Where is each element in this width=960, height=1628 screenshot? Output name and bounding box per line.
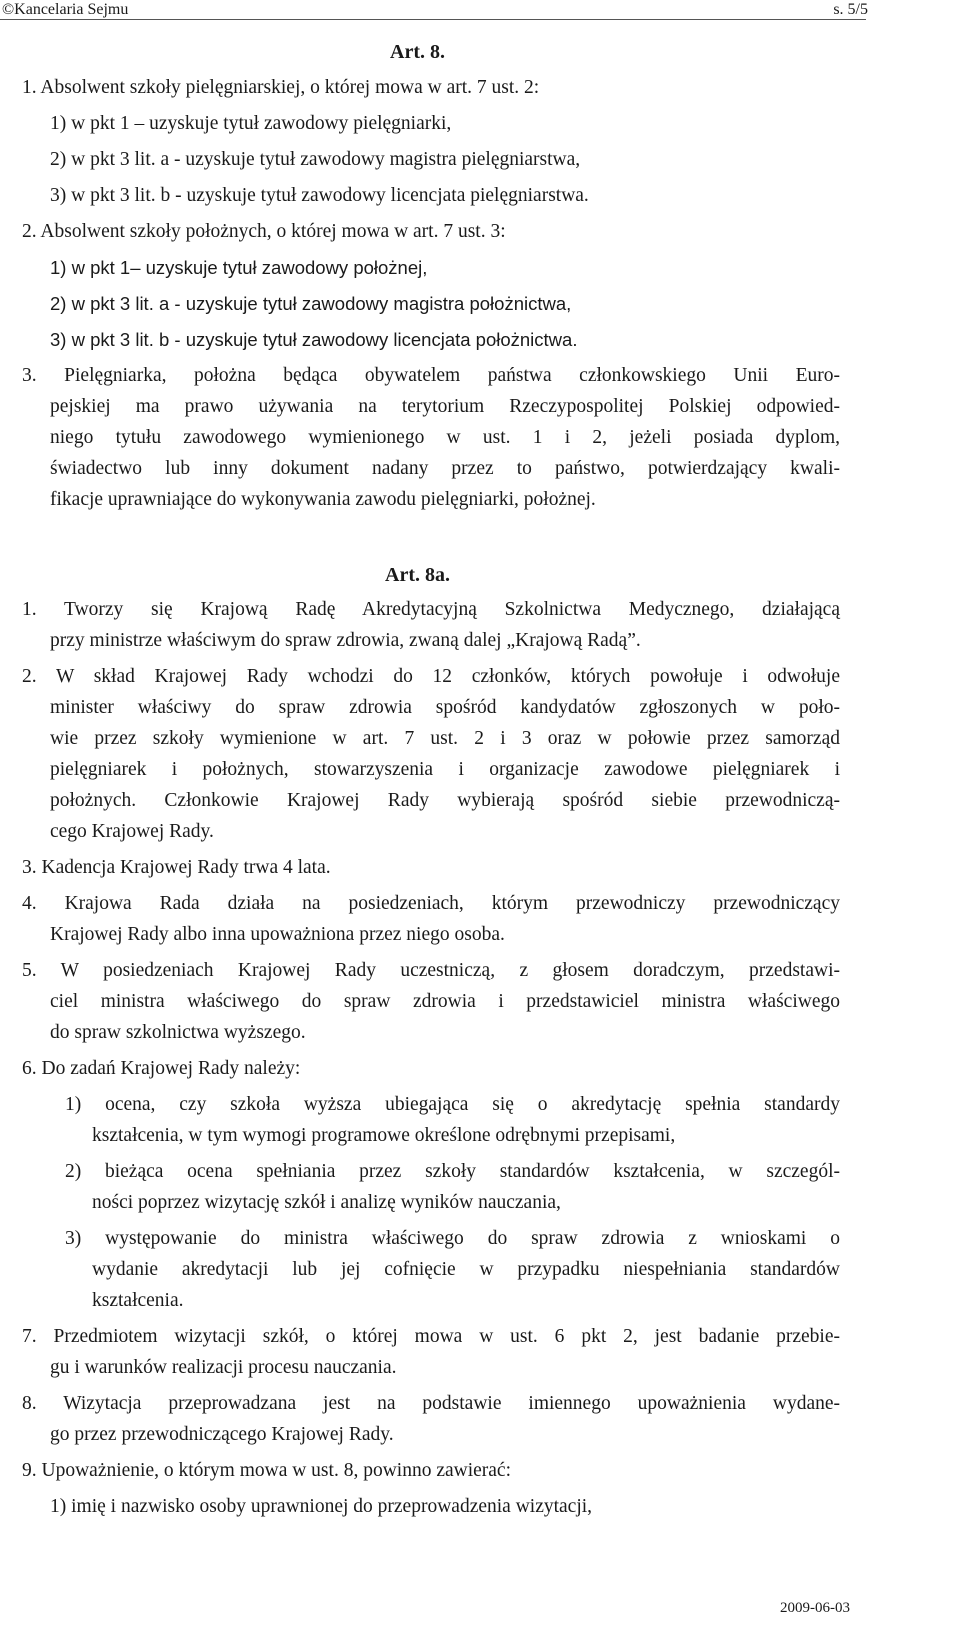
art-8-para-2-item-3: 3) w pkt 3 lit. b - uzyskuje tytuł zawodowy licencjata położnictwa. <box>50 329 578 350</box>
art-8-para-3-line-1: 3. Pielęgniarka, położna będąca obywatelem państwa członkowskiego Unii Euro- <box>22 365 840 386</box>
art-8-para-3-line-5: fikacje uprawniające do wykonywania zawodu pielęgniarki, położnej. <box>50 489 596 510</box>
art-8-para-1-item-1: 1) w pkt 1 – uzyskuje tytuł zawodowy pielęgniarki, <box>50 113 452 134</box>
header-source: ©Kancelaria Sejmu <box>2 1 129 18</box>
art-8-title: Art. 8. <box>390 41 445 63</box>
art-8a-para-2-line-5: położnych. Członkowie Krajowej Rady wybierają spośród siebie przewodniczą- <box>50 790 840 811</box>
art-8a-para-6-item-1-line-2: kształcenia, w tym wymogi programowe określone odrębnymi przepisami, <box>92 1125 676 1146</box>
art-8-para-3-line-3: niego tytułu zawodowego wymienionego w ust. 1 i 2, jeżeli posiada dyplom, <box>50 427 840 448</box>
art-8a-para-8-line-1: 8. Wizytacja przeprowadzana jest na podstawie imiennego upoważnienia wydane- <box>22 1393 840 1414</box>
art-8a-para-1-line-1: 1. Tworzy się Krajową Radę Akredytacyjną Szkolnictwa Medycznego, działającą <box>22 599 840 620</box>
art-8-para-3-line-2: pejskiej ma prawo używania na terytorium Rzeczypospolitej Polskiej odpowied- <box>50 396 840 417</box>
art-8a-para-2-line-4: pielęgniarek i położnych, stowarzyszenia i organizacje zawodowe pielęgniarek i <box>50 759 840 780</box>
art-8a-para-5-line-3: do spraw szkolnictwa wyższego. <box>50 1022 306 1043</box>
header-rule <box>0 19 866 20</box>
art-8a-para-6-item-3-line-2: wydanie akredytacji lub jej cofnięcie w przypadku niespełniania standardów <box>92 1259 840 1280</box>
art-8a-para-5-line-2: ciel ministra właściwego do spraw zdrowia i przedstawiciel ministra właściwego <box>50 991 840 1012</box>
art-8a-para-2-line-3: wie przez szkoły wymienione w art. 7 ust. 2 i 3 oraz w połowie przez samorząd <box>50 728 840 749</box>
art-8a-para-4-line-1: 4. Krajowa Rada działa na posiedzeniach, którym przewodniczy przewodniczący <box>22 893 840 914</box>
header-page-number: s. 5/5 <box>833 1 868 18</box>
art-8a-para-7-line-2: gu i warunków realizacji procesu nauczania. <box>50 1357 397 1378</box>
art-8a-para-2-line-1: 2. W skład Krajowej Rady wchodzi do 12 członków, których powołuje i odwołuje <box>22 666 840 687</box>
art-8a-para-6-item-3-line-1: 3) występowanie do ministra właściwego do spraw zdrowia z wnioskami o <box>65 1228 840 1249</box>
art-8-para-1-item-2: 2) w pkt 3 lit. a - uzyskuje tytuł zawodowy magistra pielęgniarstwa, <box>50 149 581 170</box>
art-8-para-1: 1. Absolwent szkoły pielęgniarskiej, o której mowa w art. 7 ust. 2: <box>22 77 540 98</box>
page-header <box>0 0 868 20</box>
footer-date: 2009-06-03 <box>780 1600 850 1616</box>
art-8a-para-2-line-6: cego Krajowej Rady. <box>50 821 214 842</box>
art-8a-para-6-item-1-line-1: 1) ocena, czy szkoła wyższa ubiegająca się o akredytację spełnia standardy <box>65 1094 840 1115</box>
art-8a-para-6-item-2-line-2: ności poprzez wizytację szkół i analizę wyników nauczania, <box>92 1192 561 1213</box>
art-8a-para-8-line-2: go przez przewodniczącego Krajowej Rady. <box>50 1424 394 1445</box>
art-8a-para-2-line-2: minister właściwy do spraw zdrowia spośród kandydatów zgłoszonych w poło- <box>50 697 840 718</box>
art-8-para-3-line-4: świadectwo lub inny dokument nadany przez to państwo, potwierdzający kwali- <box>50 458 840 479</box>
art-8a-para-5-line-1: 5. W posiedzeniach Krajowej Rady uczestniczą, z głosem doradczym, przedstawi- <box>22 960 840 981</box>
art-8a-para-9-item-1: 1) imię i nazwisko osoby uprawnionej do przeprowadzenia wizytacji, <box>50 1496 593 1517</box>
art-8a-para-7-line-1: 7. Przedmiotem wizytacji szkół, o której mowa w ust. 6 pkt 2, jest badanie przebie- <box>22 1326 840 1347</box>
art-8-para-1-item-3: 3) w pkt 3 lit. b - uzyskuje tytuł zawodowy licencjata pielęgniarstwa. <box>50 185 589 206</box>
art-8a-para-6-item-3-line-3: kształcenia. <box>92 1290 184 1311</box>
art-8-para-2-item-1: 1) w pkt 1– uzyskuje tytuł zawodowy położnej, <box>50 257 428 278</box>
art-8a-para-4-line-2: Krajowej Rady albo inna upoważniona przez niego osoba. <box>50 924 505 945</box>
art-8a-para-6: 6. Do zadań Krajowej Rady należy: <box>22 1058 301 1079</box>
art-8a-para-6-item-2-line-1: 2) bieżąca ocena spełniania przez szkoły standardów kształcenia, w szczegól- <box>65 1161 840 1182</box>
art-8-para-2-item-2: 2) w pkt 3 lit. a - uzyskuje tytuł zawodowy magistra położnictwa, <box>50 293 572 314</box>
art-8-para-2: 2. Absolwent szkoły położnych, o której mowa w art. 7 ust. 3: <box>22 221 506 242</box>
art-8a-title: Art. 8a. <box>385 564 450 586</box>
art-8a-para-3: 3. Kadencja Krajowej Rady trwa 4 lata. <box>22 857 331 878</box>
art-8a-para-9: 9. Upoważnienie, o którym mowa w ust. 8, powinno zawierać: <box>22 1460 512 1481</box>
art-8a-para-1-line-2: przy ministrze właściwym do spraw zdrowia, zwaną dalej „Krajową Radą”. <box>50 630 641 651</box>
